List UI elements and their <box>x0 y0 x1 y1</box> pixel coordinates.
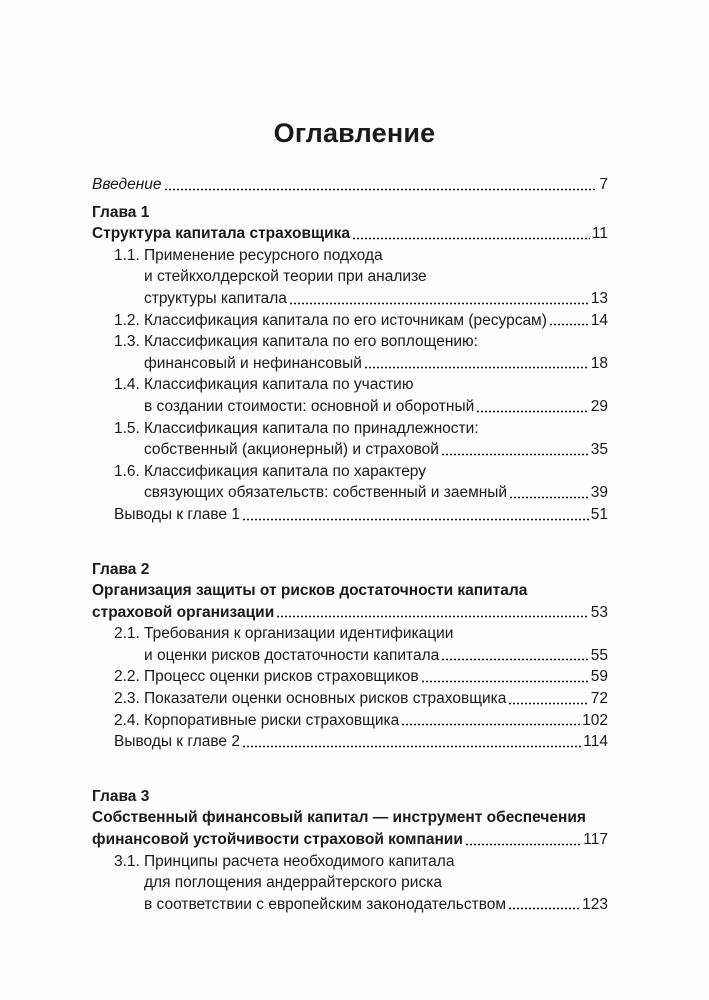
section-title-line: и оценки рисков достаточности капитала <box>144 646 440 664</box>
dot-leader <box>465 843 581 846</box>
section-title-line: собственный (акционерный) и страховой <box>144 441 439 459</box>
section-title-line: финансовый и нефинансовый <box>144 354 362 372</box>
toc-entry-page: 39 <box>590 484 608 502</box>
section-title-line: связующих обязательств: собственный и заемный <box>144 484 508 502</box>
toc-entry-page: 51 <box>590 505 608 523</box>
section-title-line: Корпоративные риски страховщика <box>144 711 400 729</box>
toc-entry-page: 59 <box>590 668 608 686</box>
section-number: 1.3. <box>114 333 140 351</box>
toc-entry-section[interactable] <box>92 331 608 374</box>
section-title-line: Классификация капитала по принадлежности: <box>144 419 479 437</box>
toc-entry-page: 18 <box>590 354 608 372</box>
section-number: 1.4. <box>114 376 140 394</box>
section-number: 1.2. <box>114 311 140 329</box>
toc-entry-page: 35 <box>590 441 608 459</box>
dot-leader <box>401 723 580 726</box>
dot-leader <box>441 658 588 661</box>
table-of-contents <box>92 174 608 915</box>
section-title-line: Классификация капитала по участию <box>144 376 414 394</box>
dot-leader <box>508 907 580 910</box>
toc-entry-page: 13 <box>590 289 608 307</box>
section-number: 2.3. <box>114 690 140 708</box>
toc-entry-page: 53 <box>590 603 608 621</box>
toc-entry-section[interactable] <box>92 666 608 688</box>
dot-leader <box>364 366 589 369</box>
toc-entry-page: 7 <box>599 176 608 193</box>
toc-entry-section[interactable] <box>92 710 608 732</box>
dot-leader <box>164 188 598 191</box>
dot-leader <box>352 237 590 240</box>
section-number: 1.5. <box>114 419 140 437</box>
chapter-title: страховой организации <box>92 603 275 621</box>
dot-leader <box>509 496 589 499</box>
section-title-line: Принципы расчета необходимого капитала <box>144 852 455 870</box>
toc-entry-chapter1[interactable] <box>92 223 608 245</box>
toc-entry-page: 102 <box>582 711 608 729</box>
section-title-line: Применение ресурсного подхода <box>144 246 383 264</box>
section-title-line: для поглощения андеррайтерского риска <box>144 874 442 892</box>
dot-leader <box>549 323 589 326</box>
dot-leader <box>421 680 589 683</box>
dot-leader <box>508 702 588 705</box>
dot-leader <box>441 453 589 456</box>
toc-entry-section[interactable] <box>92 623 608 666</box>
toc-entry-chapter3[interactable] <box>92 829 608 851</box>
chapter-title: финансовой устойчивости страховой компании <box>92 831 463 849</box>
toc-entry-label: Выводы к главе 1 <box>114 505 240 523</box>
page-title: Оглавление <box>273 118 436 148</box>
toc-entry-intro[interactable] <box>92 174 608 196</box>
toc-entry-section[interactable] <box>92 461 608 504</box>
toc-entry-page: 29 <box>590 397 608 415</box>
section-number: 2.2. <box>114 668 140 686</box>
section-title-line: в создании стоимости: основной и оборотный <box>144 397 475 415</box>
section-title-line: Классификация капитала по характеру <box>144 462 427 480</box>
section-number: 1.1. <box>114 246 140 264</box>
toc-entry-page: 11 <box>591 225 608 243</box>
section-number: 2.1. <box>114 625 140 643</box>
section-title-line: Требования к организации идентификации <box>144 625 454 643</box>
toc-entry-label: Выводы к главе 2 <box>114 733 240 751</box>
toc-entry-section[interactable] <box>92 310 608 332</box>
chapter-label: Глава 1 <box>92 203 150 221</box>
toc-entry-section[interactable] <box>92 688 608 710</box>
toc-entry-page: 114 <box>583 733 608 751</box>
toc-entry-chapter2[interactable] <box>92 602 608 624</box>
toc-entry-page: 55 <box>590 646 608 664</box>
section-title-line: Классификация капитала по его воплощению: <box>144 333 478 351</box>
toc-entry-page: 117 <box>583 831 608 849</box>
chapter-title: Структура капитала страховщика <box>92 225 350 243</box>
section-title-line: Показатели оценки основных рисков страховщика <box>144 690 507 708</box>
chapter-label: Глава 2 <box>92 560 150 578</box>
dot-leader <box>289 302 589 305</box>
dot-leader <box>276 615 589 618</box>
dot-leader <box>242 745 581 748</box>
toc-entry-section[interactable] <box>92 245 608 310</box>
chapter-title[interactable]: Собственный финансовый капитал — инструмент обеспечения <box>92 809 586 827</box>
toc-entry-section[interactable] <box>92 851 608 916</box>
section-title-line: Процесс оценки рисков страховщиков <box>144 668 419 686</box>
section-number: 2.4. <box>114 711 140 729</box>
chapter-title[interactable]: Организация защиты от рисков достаточности капитала <box>92 582 528 600</box>
toc-entry-conclusion2[interactable] <box>92 731 608 753</box>
toc-entry-section[interactable] <box>92 418 608 461</box>
section-number: 3.1. <box>114 852 140 870</box>
toc-entry-label: Введение <box>92 176 162 193</box>
section-title-line: структуры капитала <box>144 289 287 307</box>
dot-leader <box>476 410 589 413</box>
toc-entry-page: 72 <box>590 690 608 708</box>
toc-entry-page: 14 <box>590 311 608 329</box>
dot-leader <box>242 518 589 521</box>
toc-entry-section[interactable] <box>92 374 608 417</box>
section-title-line: и стейкхолдерской теории при анализе <box>144 268 427 286</box>
toc-entry-conclusion1[interactable] <box>92 504 608 526</box>
chapter-label: Глава 3 <box>92 787 150 805</box>
section-title-line: в соответствии с европейским законодательством <box>144 895 507 913</box>
section-number: 1.6. <box>114 462 140 480</box>
section-title-line: Классификация капитала по его источникам (ресурсам) <box>144 311 547 329</box>
toc-entry-page: 123 <box>582 895 608 913</box>
